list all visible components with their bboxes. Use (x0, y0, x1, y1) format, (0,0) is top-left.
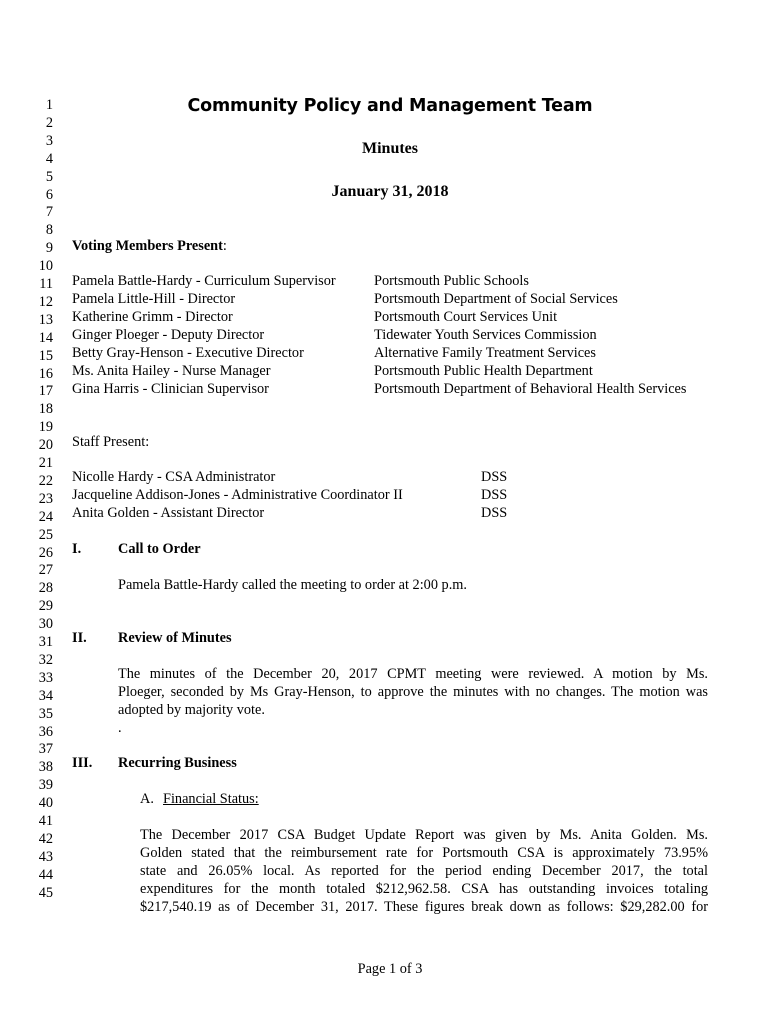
line-number: 40 (38, 795, 53, 812)
review-dot: . (118, 720, 122, 736)
financial-label: A. (140, 791, 154, 807)
line-number: 30 (38, 616, 53, 633)
line-number: 8 (45, 222, 53, 239)
review-line-2: Ploeger, seconded by Ms Gray-Henson, to approve the minutes with no changes. The motion was (118, 684, 708, 700)
section-1-heading: Call to Order (118, 541, 201, 557)
voting-member-org: Tidewater Youth Services Commission (374, 327, 597, 343)
financial-line-4: expenditures for the month totaled $212,962.58. CSA has outstanding invoices totaling (140, 881, 708, 897)
section-2-numeral: II. (72, 630, 87, 646)
line-number: 32 (38, 651, 53, 668)
line-number: 10 (38, 258, 53, 275)
review-line-1: The minutes of the December 20, 2017 CPMT meeting were reviewed. A motion by Ms. (118, 666, 708, 682)
voting-member-name: Katherine Grimm - Director (72, 309, 233, 325)
voting-members-heading: Voting Members Present: (72, 238, 227, 254)
voting-member-org: Alternative Family Treatment Services (374, 345, 596, 361)
section-2-heading: Review of Minutes (118, 630, 232, 646)
line-number: 26 (38, 544, 53, 561)
document-title: Community Policy and Management Team (187, 96, 593, 116)
line-number: 12 (38, 293, 53, 310)
financial-heading: Financial Status: (163, 791, 259, 807)
line-number: 20 (38, 437, 53, 454)
line-number: 3 (45, 132, 53, 149)
financial-line-1: The December 2017 CSA Budget Update Report was given by Ms. Anita Golden. Ms. (140, 827, 708, 843)
financial-line-5: $217,540.19 as of December 31, 2017. These figures break down as follows: $29,282.00 for (140, 899, 708, 915)
voting-member-org: Portsmouth Department of Social Services (374, 291, 618, 307)
staff-name: Anita Golden - Assistant Director (72, 505, 265, 521)
line-number: 27 (38, 562, 53, 579)
review-line-3: adopted by majority vote. (118, 702, 265, 718)
line-number: 18 (38, 401, 53, 418)
line-number: 25 (38, 526, 53, 543)
financial-line-2: Golden stated that the reimbursement rate for Portsmouth CSA is approximately 73.95% (140, 845, 708, 861)
document-subtitle: Minutes (362, 140, 418, 157)
voting-member-name: Ms. Anita Hailey - Nurse Manager (72, 363, 271, 379)
staff-name: Jacqueline Addison-Jones - Administrative Coordinator II (72, 487, 403, 503)
line-number: 11 (39, 276, 53, 292)
staff-name: Nicolle Hardy - CSA Administrator (72, 469, 276, 485)
financial-line-3: state and 26.05% local. As reported for the period ending December 2017, the total (140, 863, 708, 879)
section-1-numeral: I. (72, 541, 82, 557)
line-number: 22 (38, 472, 53, 489)
voting-member-name: Pamela Little-Hill - Director (72, 291, 236, 307)
voting-member-name: Gina Harris - Clinician Supervisor (72, 381, 269, 397)
line-number: 29 (38, 598, 53, 615)
voting-member-org: Portsmouth Court Services Unit (374, 309, 558, 325)
line-number: 39 (38, 777, 53, 794)
line-number: 9 (45, 240, 53, 257)
line-number: 37 (38, 741, 53, 758)
line-number: 2 (45, 114, 53, 131)
line-number: 43 (38, 848, 53, 865)
voting-members-heading-text: Voting Members Present (72, 238, 223, 254)
line-number: 41 (38, 813, 53, 829)
section-3-heading: Recurring Business (118, 755, 237, 771)
line-number: 19 (38, 419, 53, 436)
line-number: 21 (38, 455, 53, 471)
line-number: 28 (38, 580, 53, 597)
line-number: 16 (38, 365, 53, 382)
line-number: 31 (38, 634, 53, 650)
call-to-order-text: Pamela Battle-Hardy called the meeting to order at 2:00 p.m. (118, 577, 467, 593)
line-number: 7 (45, 204, 53, 221)
section-3-numeral: III. (72, 755, 93, 771)
line-number: 42 (38, 830, 53, 847)
line-number: 24 (38, 508, 53, 525)
voting-member-org: Portsmouth Public Health Department (374, 363, 593, 379)
line-number: 4 (45, 150, 53, 167)
voting-member-name: Pamela Battle-Hardy - Curriculum Supervisor (72, 273, 336, 289)
line-number: 23 (38, 490, 53, 507)
line-number: 5 (45, 168, 53, 185)
line-number: 1 (45, 97, 53, 113)
staff-heading: Staff Present: (72, 434, 150, 450)
line-number: 36 (38, 723, 53, 740)
line-number: 13 (38, 311, 53, 328)
line-number: 45 (38, 884, 53, 901)
line-number: 15 (38, 347, 53, 364)
line-number: 35 (38, 705, 53, 722)
voting-member-name: Betty Gray-Henson - Executive Director (72, 345, 304, 361)
meeting-date: January 31, 2018 (331, 183, 449, 200)
line-number: 17 (38, 383, 53, 400)
voting-member-org: Portsmouth Department of Behavioral Health Services (374, 381, 687, 397)
staff-org: DSS (481, 505, 508, 521)
line-number: 14 (38, 329, 53, 346)
line-number: 6 (45, 186, 53, 203)
staff-org: DSS (481, 469, 508, 485)
line-number: 44 (38, 866, 53, 883)
line-number: 33 (38, 669, 53, 686)
staff-org: DSS (481, 487, 508, 503)
line-number: 34 (38, 687, 53, 704)
page-footer: Page 1 of 3 (357, 961, 423, 977)
voting-member-org: Portsmouth Public Schools (374, 273, 529, 289)
voting-member-name: Ginger Ploeger - Deputy Director (72, 327, 265, 343)
line-number: 38 (38, 759, 53, 776)
